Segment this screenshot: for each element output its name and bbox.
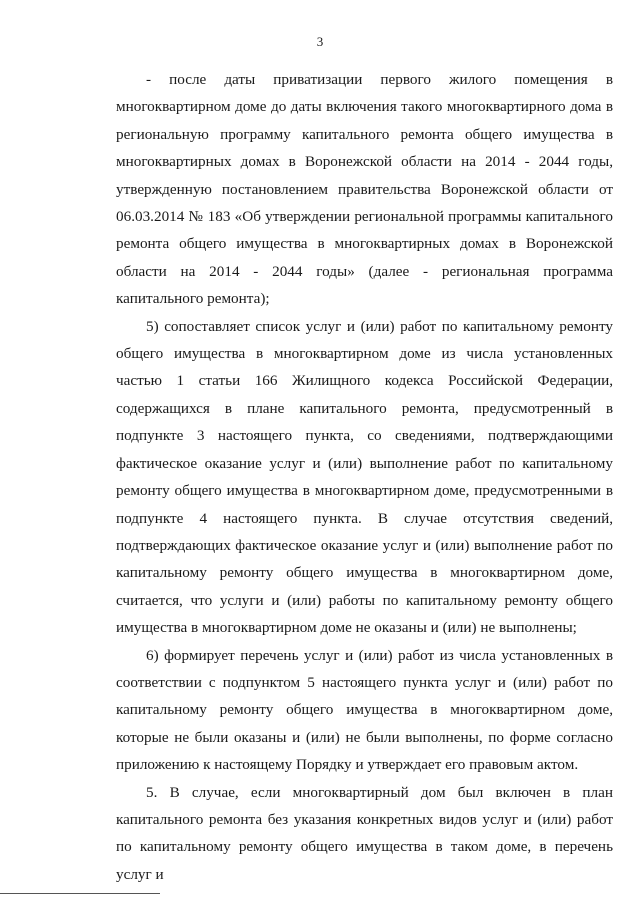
paragraph-item-6-form-list: 6) формирует перечень услуг и (или) работ из числа установленных в соответствии с подпунктом 5 настоящего пункта услуг и (или) работ по капитальному ремонту общего имущества в многоквартирном доме, которые не были оказаны и (или) не были выполнены, по форме согласно приложению к настоящему Порядку и утверждает его правовым актом. bbox=[116, 646, 613, 774]
document-body bbox=[116, 66, 613, 888]
paragraph-point-5: 5. В случае, если многоквартирный дом был включен в план капитального ремонта без указания конкретных видов услуг и (или) работ по капитальному ремонту общего имущества в таком доме, в перечень услуг и bbox=[116, 783, 613, 883]
paragraph-privatization-period: - после даты приватизации первого жилого помещения в многоквартирном доме до даты включения такого многоквартирного дома в региональную программу капитального ремонта общего имущества в многоквартирных домах в Воронежской области на 2014 - 2044 годы, утвержденную постановлением правительства Воронежской области от 06.03.2014 № 183 «Об утверждении региональной программы капитального ремонта общего имущества в многоквартирных домах в Воронежской области на 2014 - 2044 годы» (далее - региональная программа капитального ремонта); bbox=[116, 71, 613, 308]
footer-rule bbox=[0, 893, 160, 894]
page-number: 3 bbox=[316, 34, 324, 49]
paragraph-item-5-compare-services: 5) сопоставляет список услуг и (или) работ по капитальному ремонту общего имущества в многоквартирном доме из числа установленных частью 1 статьи 166 Жилищного кодекса Российской Федерации, содержащихся в плане капитального ремонта, предусмотренный в подпункте 3 настоящего пункта, со сведениями, подтверждающими фактическое оказание услуг и (или) выполнение работ по капитальному ремонту общего имущества в многоквартирном доме, предусмотренными в подпункте 4 настоящего пункта. В случае отсутствия сведений, подтверждающих фактическое оказание услуг и (или) выполнение работ по капитальному ремонту общего имущества в многоквартирном доме, считается, что услуги и (или) работы по капитальному ремонту общего имущества в многоквартирном доме не оказаны и (или) не выполнены; bbox=[116, 317, 613, 637]
